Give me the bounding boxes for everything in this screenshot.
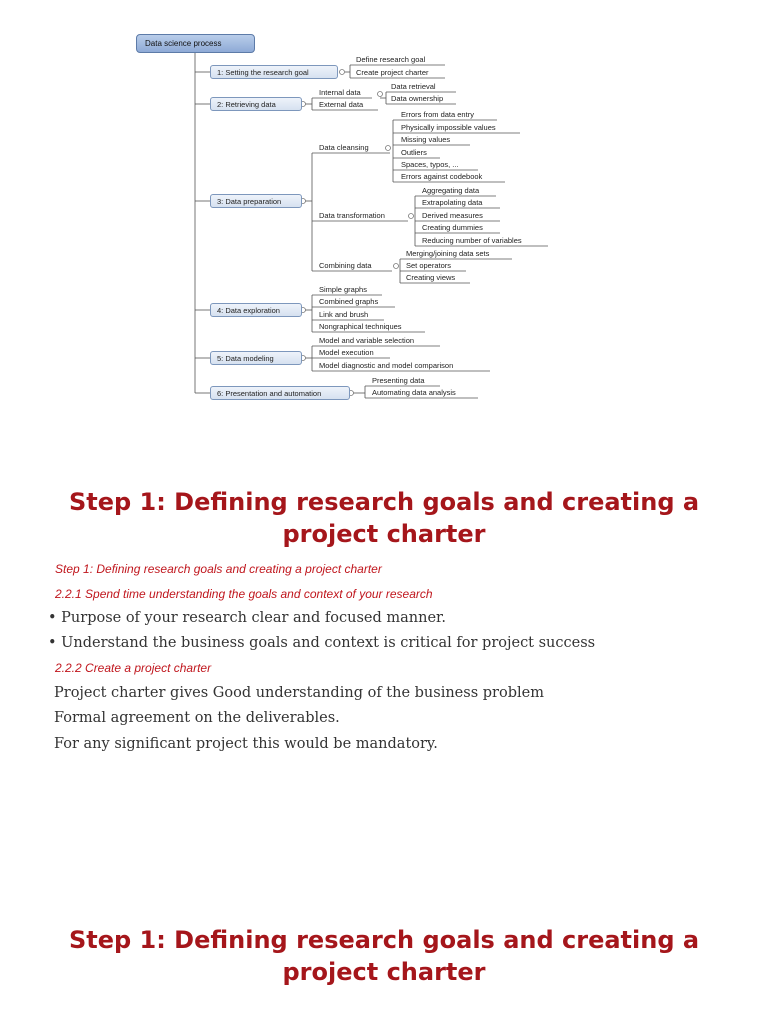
sub-heading: Step 1: Defining research goals and creating a project charter: [55, 562, 382, 576]
group-node: Combining data: [319, 261, 372, 270]
heading-2-2-2: 2.2.2 Create a project charter: [55, 661, 212, 675]
step-3-node: 3: Data preparation: [210, 194, 302, 208]
leaf-node: External data: [319, 100, 364, 109]
body-line: Project charter gives Good understanding of the business problem: [54, 685, 544, 701]
step-4-node: 4: Data exploration: [210, 303, 302, 317]
leaf-node: Set operators: [406, 261, 452, 270]
leaf-node: Presenting data: [372, 376, 425, 385]
section-title: Step 1: Defining research goals and creating a: [68, 488, 700, 516]
step-6-node: 6: Presentation and automation: [210, 386, 350, 400]
leaf-node: Missing values: [401, 135, 451, 144]
leaf-node: Model diagnostic and model comparison: [319, 361, 454, 370]
leaf-node: Create project charter: [356, 68, 429, 77]
leaf-node: Internal data: [319, 88, 361, 97]
leaf-node: Reducing number of variables: [422, 236, 522, 245]
leaf-node: Model and variable selection: [319, 336, 415, 345]
leaf-node: Aggregating data: [422, 186, 480, 195]
body-line: For any significant project this would be mandatory.: [54, 736, 438, 752]
diagram-root-node: Data science process: [136, 34, 255, 53]
leaf-node: Spaces, typos, ...: [401, 160, 459, 169]
group-node: Data cleansing: [319, 143, 369, 152]
leaf-node: Errors against codebook: [401, 172, 483, 181]
leaf-node: Outliers: [401, 148, 427, 157]
group-node: Data transformation: [319, 211, 385, 220]
step-5-node: 5: Data modeling: [210, 351, 302, 365]
leaf-node: Automating data analysis: [372, 388, 456, 397]
section-title-cont: project charter: [282, 958, 486, 986]
leaf-node: Physically impossible values: [401, 123, 496, 132]
leaf-node: Derived measures: [422, 211, 483, 220]
heading-2-2-1: 2.2.1 Spend time understanding the goals and context of your research: [55, 587, 433, 601]
leaf-node: Errors from data entry: [401, 110, 474, 119]
leaf-node: Model execution: [319, 348, 374, 357]
section-title-cont: project charter: [282, 520, 486, 548]
leaf-node: Define research goal: [356, 55, 426, 64]
bullet-item: • Purpose of your research clear and focused manner.: [48, 610, 446, 626]
leaf-node: Nongraphical techniques: [319, 322, 402, 331]
leaf-node: Simple graphs: [319, 285, 367, 294]
step-1-node: 1: Setting the research goal: [210, 65, 338, 79]
leaf-node: Data ownership: [391, 94, 444, 103]
section-title: Step 1: Defining research goals and creating a: [68, 926, 700, 954]
leaf-node: Data retrieval: [391, 82, 436, 91]
leaf-node: Link and brush: [319, 310, 369, 319]
bullet-item: • Understand the business goals and context is critical for project success: [48, 635, 596, 651]
body-line: Formal agreement on the deliverables.: [54, 710, 340, 726]
leaf-node: Extrapolating data: [422, 198, 483, 207]
leaf-node: Creating views: [406, 273, 456, 282]
data-science-process-diagram: [0, 0, 768, 410]
leaf-node: Merging/joining data sets: [406, 249, 490, 258]
leaf-node: Combined graphs: [319, 297, 379, 306]
leaf-node: Creating dummies: [422, 223, 483, 232]
step-2-node: 2: Retrieving data: [210, 97, 302, 111]
